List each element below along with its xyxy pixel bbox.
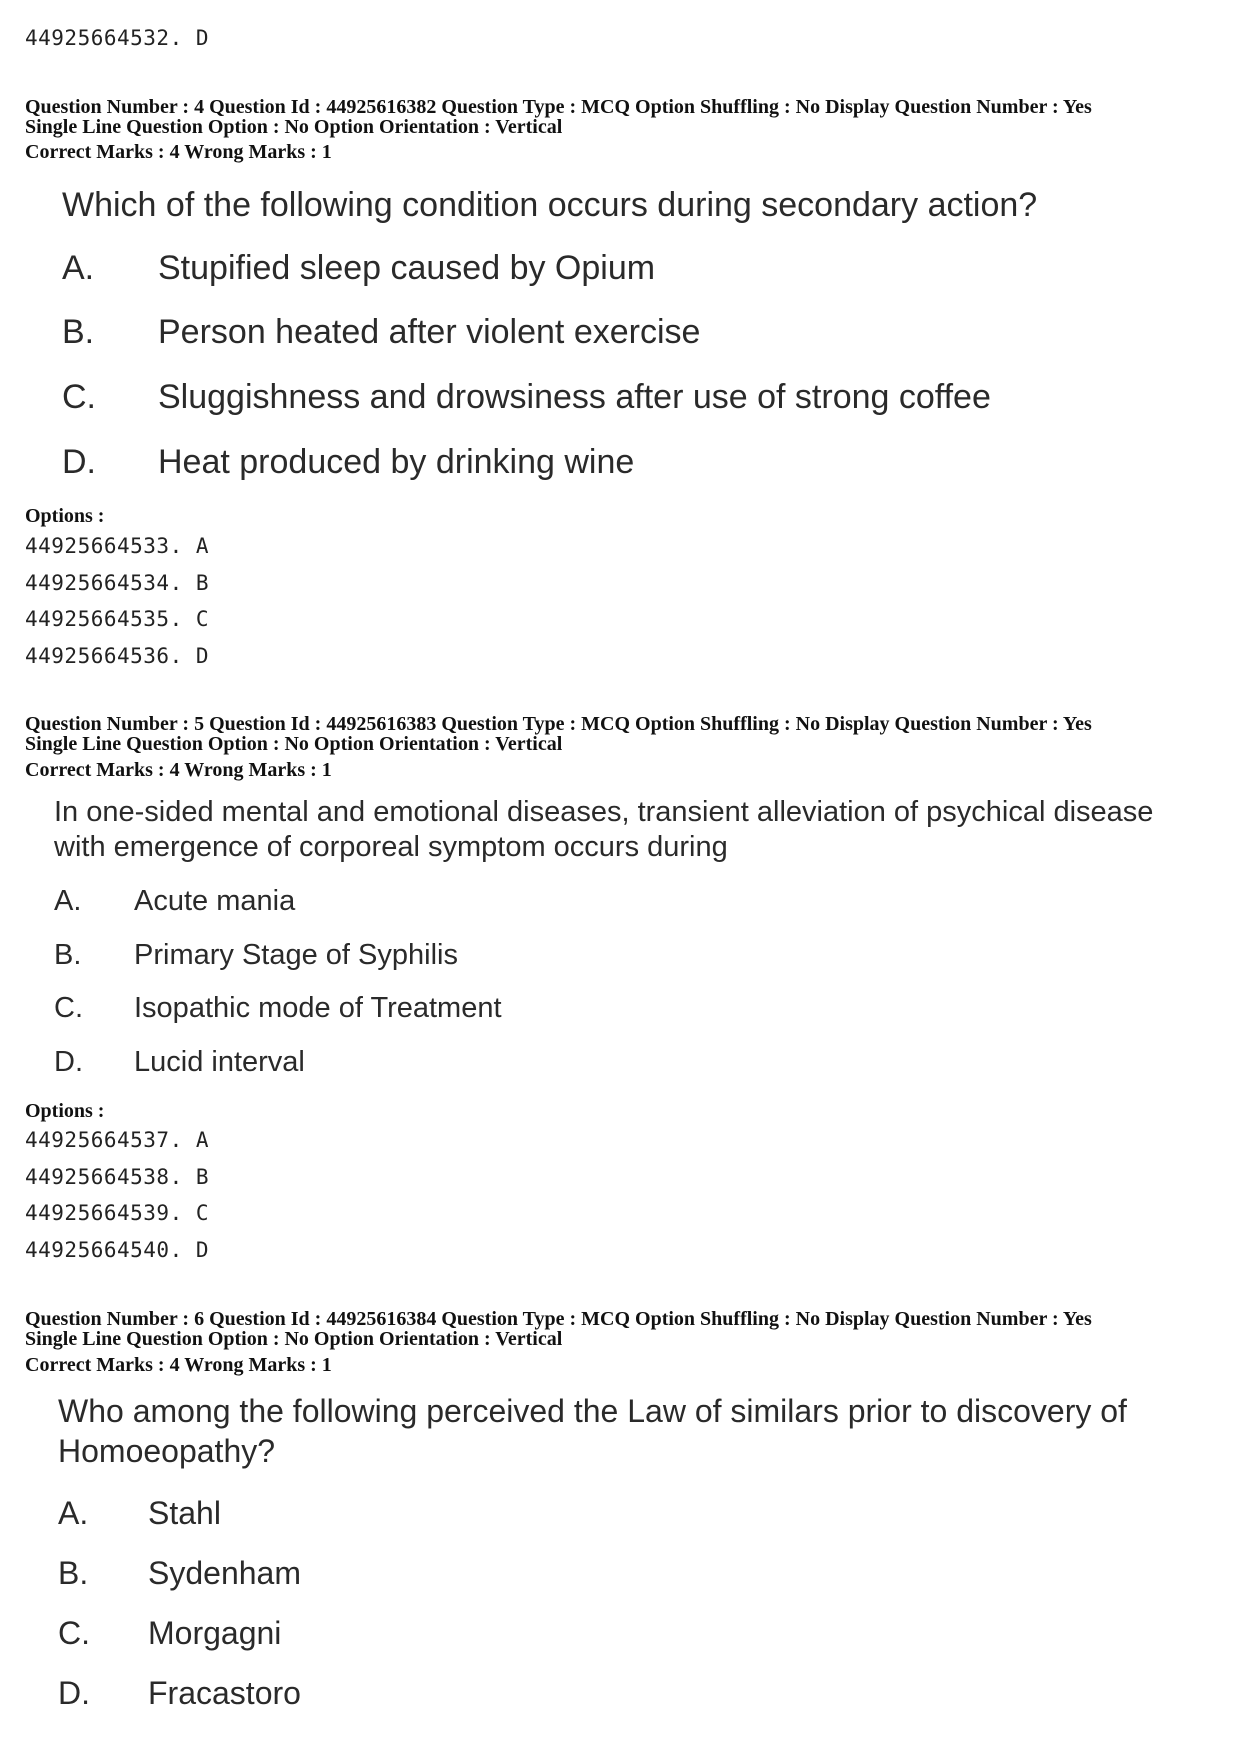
marks-line: Correct Marks : 4 Wrong Marks : 1 (25, 141, 332, 163)
choice-letter: A. (62, 249, 95, 287)
choice-text: Sluggishness and drowsiness after use of strong coffee (158, 378, 991, 416)
option-id-line: 44925664537. A (25, 1128, 210, 1152)
choice-text: Isopathic mode of Treatment (134, 992, 502, 1024)
question-meta-line-2: Single Line Question Option : No Option Orientation : Vertical (25, 733, 563, 755)
question-text: Which of the following condition occurs during secondary action? (62, 186, 1038, 224)
choice-letter: A. (54, 885, 82, 917)
question-text: Who among the following perceived the Law of similars prior to discovery of (58, 1393, 1127, 1429)
option-id-line: 44925664532. D (25, 26, 210, 50)
choice-letter: C. (54, 992, 83, 1024)
option-id-line: 44925664539. C (25, 1201, 210, 1225)
choice-letter: B. (54, 939, 82, 971)
choice-letter: A. (58, 1495, 89, 1531)
question-meta-line-1: Question Number : 6 Question Id : 44925616384 Question Type : MCQ Option Shuffling : No Display Question Number : Yes (25, 1308, 1092, 1330)
question-text: with emergence of corporeal symptom occurs during (54, 831, 728, 863)
option-id-line: 44925664534. B (25, 571, 210, 595)
choice-letter: C. (58, 1615, 90, 1651)
choice-text: Sydenham (148, 1555, 301, 1591)
options-label: Options : (25, 1100, 105, 1122)
choice-letter: D. (58, 1675, 90, 1711)
choice-letter: B. (62, 313, 95, 351)
choice-text: Primary Stage of Syphilis (134, 939, 458, 971)
question-text: In one-sided mental and emotional diseases, transient alleviation of psychical disease (54, 796, 1154, 828)
question-meta-line-1: Question Number : 4 Question Id : 44925616382 Question Type : MCQ Option Shuffling : No Display Question Number : Yes (25, 96, 1092, 118)
choice-text: Stahl (148, 1495, 221, 1531)
question-text: Homoeopathy? (58, 1433, 276, 1469)
choice-text: Acute mania (134, 885, 296, 917)
marks-line: Correct Marks : 4 Wrong Marks : 1 (25, 1354, 332, 1376)
option-id-line: 44925664535. C (25, 607, 210, 631)
options-label: Options : (25, 505, 105, 527)
choice-text: Person heated after violent exercise (158, 313, 701, 351)
choice-text: Stupified sleep caused by Opium (158, 249, 656, 287)
choice-letter: D. (54, 1046, 83, 1078)
question-meta-line-2: Single Line Question Option : No Option Orientation : Vertical (25, 1328, 563, 1350)
choice-text: Lucid interval (134, 1046, 305, 1078)
option-id-line: 44925664536. D (25, 644, 210, 668)
choice-letter: C. (62, 378, 96, 416)
marks-line: Correct Marks : 4 Wrong Marks : 1 (25, 759, 332, 781)
question-meta-line-1: Question Number : 5 Question Id : 44925616383 Question Type : MCQ Option Shuffling : No Display Question Number : Yes (25, 713, 1092, 735)
option-id-line: 44925664538. B (25, 1165, 210, 1189)
option-id-line: 44925664540. D (25, 1238, 210, 1262)
choice-letter: D. (62, 443, 96, 481)
choice-text: Heat produced by drinking wine (158, 443, 635, 481)
option-id-line: 44925664533. A (25, 534, 210, 558)
choice-text: Fracastoro (148, 1675, 301, 1711)
choice-letter: B. (58, 1555, 89, 1591)
choice-text: Morgagni (148, 1615, 282, 1651)
question-meta-line-2: Single Line Question Option : No Option Orientation : Vertical (25, 116, 563, 138)
